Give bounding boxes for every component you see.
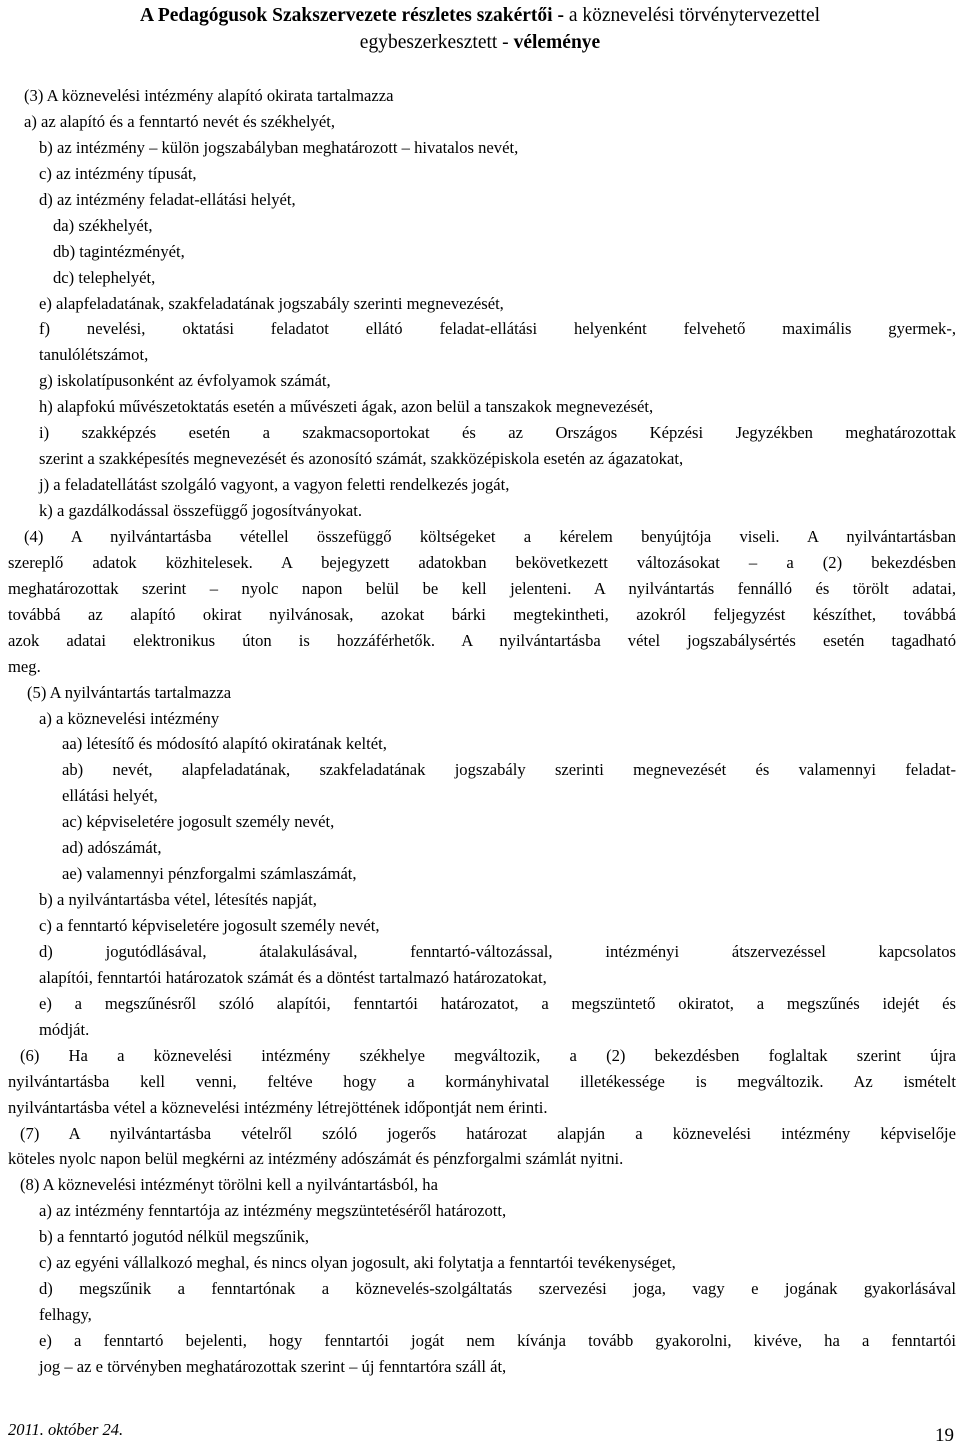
text-line: d) az intézmény feladat-ellátási helyét, — [39, 189, 296, 209]
text-line: g) iskolatípusonként az évfolyamok számát, — [39, 371, 331, 391]
text-line: (6) Ha a köznevelési intézmény székhelye megváltozik, a (2) bekezdésben foglaltak szerint újra — [20, 1045, 956, 1065]
text-line: e) a fenntartó bejelenti, hogy fenntartói jogát nem kívánja tovább gyakorolni, kivéve, ha a fenntartói — [39, 1331, 956, 1350]
header-title-normal: a köznevelési törvénytervezettel — [563, 5, 821, 26]
text-line: meghatározottak szerint – nyolc napon belül be kell jelenteni. A nyilvántartás fennálló és törölt adatai, — [8, 578, 956, 598]
header-line-2 — [0, 29, 960, 56]
text-line: nyilvántartásba kell venni, feltéve hogy a kormányhivatal illetékessége is megváltozik. Az ismételt — [8, 1071, 956, 1091]
text-line: da) székhelyét, — [53, 215, 153, 235]
text-line: alapítói, fenntartói határozatok számát és a döntést tartalmazó határozatokat, — [39, 967, 547, 987]
footer-date: 2011. október 24. — [8, 1420, 124, 1439]
text-line: (8) A köznevelési intézményt törölni kell a nyilvántartásból, ha — [20, 1175, 438, 1195]
header-title-bold: A Pedagógusok Szakszervezete részletes szakértői - — [139, 5, 564, 26]
text-line: e) a megszűnésről szóló alapítói, fenntartói határozatot, a megszüntető okiratot, a megszűnés idejét és — [39, 993, 956, 1013]
header-subtitle-bold: véleménye — [513, 32, 601, 53]
header-subtitle-normal: egybeszerkesztett - — [359, 32, 514, 53]
text-line: köteles nyolc napon belül megkérni az intézmény adószámát és pénzforgalmi számlát nyitni. — [8, 1149, 624, 1169]
text-line: módját. — [39, 1019, 90, 1039]
text-line: ae) valamennyi pénzforgalmi számlaszámát, — [62, 864, 357, 884]
text-line: k) a gazdálkodással összefüggő jogosítványokat. — [39, 501, 363, 520]
text-line: ad) adószámát, — [62, 838, 162, 858]
text-line: ac) képviseletére jogosult személy nevét, — [62, 812, 335, 832]
text-line: d) megszűnik a fenntartónak a köznevelés-szolgáltatás szervezési joga, vagy e jogának gyakorlásával — [39, 1279, 956, 1299]
text-line: aa) létesítő és módosító alapító okiratának keltét, — [62, 734, 387, 754]
text-line: a) a köznevelési intézmény — [39, 708, 220, 728]
text-line: (4) A nyilvántartásba vétellel összefüggő költségeket a kérelem benyújtója viseli. A nyilvántartásban — [24, 526, 956, 546]
text-line: nyilvántartásba vétel a köznevelési intézmény létrejöttének időpontját nem érinti. — [8, 1097, 548, 1117]
text-line: c) a fenntartó képviseletére jogosult személy nevét, — [39, 916, 380, 935]
text-line: h) alapfokú művészetoktatás esetén a művészeti ágak, azon belül a tanszakok megnevezését, — [39, 397, 654, 417]
text-line: db) tagintézményét, — [53, 241, 185, 261]
document-body — [8, 83, 956, 1380]
text-line: j) a feladatellátást szolgáló vagyont, a vagyon feletti rendelkezés jogát, — [39, 475, 510, 495]
text-line: (7) A nyilvántartásba vételről szóló jogerős határozat alapján a köznevelési intézmény képviselője — [20, 1123, 956, 1143]
text-line: szerint a szakképesítés megnevezését és azonosító számát, szakközépiskola esetén az ágazatokat, — [39, 449, 684, 469]
text-line: szereplő adatok közhitelesek. A bejegyzett adatokban bekövetkezett változásokat – a (2) bekezdésben — [8, 552, 956, 572]
text-line: a) az intézmény fenntartója az intézmény megszüntetéséről határozott, — [39, 1201, 507, 1221]
text-line: f) nevelési, oktatási feladatot ellátó feladat-ellátási helyenként felvehető maximális gyermek-, — [39, 319, 956, 339]
text-line: (5) A nyilvántartás tartalmazza — [27, 682, 232, 702]
text-line: b) a fenntartó jogutód nélkül megszűnik, — [39, 1227, 310, 1247]
text-line: jog – az e törvényben meghatározottak szerint – új fenntartóra száll át, — [39, 1356, 507, 1376]
text-line: azok adatai elektronikus úton is hozzáférhetők. A nyilvántartásba vétel jogszabálysértés esetén tagadható — [8, 630, 956, 650]
text-line: dc) telephelyét, — [53, 267, 156, 287]
text-line: továbbá az alapító okirat nyilvánosak, azokat bárki megtekintheti, azokról feljegyzést készíthet, továbbá — [8, 604, 956, 624]
text-line: ellátási helyét, — [62, 786, 158, 806]
text-line: felhagy, — [39, 1305, 92, 1325]
page-number: 19 — [935, 1425, 954, 1446]
text-line: ab) nevét, alapfeladatának, szakfeladatának jogszabály szerinti megnevezését és valamennyi feladat- — [62, 760, 956, 780]
page-header — [0, 2, 960, 56]
header-line-1 — [0, 2, 960, 29]
text-line: d) jogutódlásával, átalakulásával, fenntartó-változással, intézményi átszervezéssel kapcsolatos — [39, 941, 956, 961]
text-line: (3) A köznevelési intézmény alapító okirata tartalmazza — [24, 86, 394, 105]
text-line: i) szakképzés esetén a szakmacsoportokat és az Országos Képzési Jegyzékben meghatározottak — [39, 423, 956, 443]
text-line: a) az alapító és a fenntartó nevét és székhelyét, — [24, 111, 335, 131]
text-line: meg. — [8, 656, 41, 676]
text-line: c) az intézmény típusát, — [39, 163, 197, 183]
text-line: b) a nyilvántartásba vétel, létesítés napját, — [39, 890, 317, 910]
text-line: c) az egyéni vállalkozó meghal, és nincs olyan jogosult, aki folytatja a fenntartói tevékenységet, — [39, 1253, 676, 1273]
text-line: tanulólétszámot, — [39, 345, 149, 365]
text-line: b) az intézmény – külön jogszabályban meghatározott – hivatalos nevét, — [39, 137, 519, 157]
text-line: e) alapfeladatának, szakfeladatának jogszabály szerinti megnevezését, — [39, 293, 504, 313]
